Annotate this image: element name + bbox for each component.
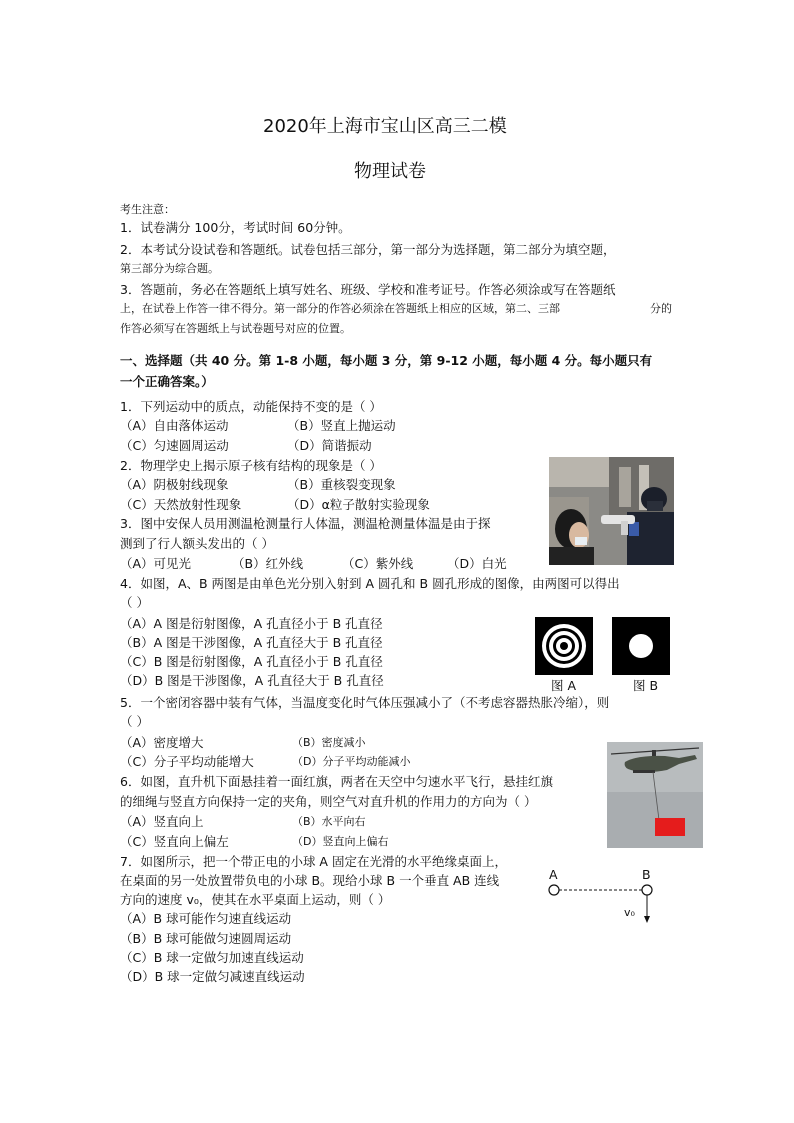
section-heading: 一、选择题（共 40 分。第 1-8 小题，每小题 3 分，第 9-12 小题，每小题 4 分。每小题只有 — [120, 353, 653, 368]
q2-stem: 2．物理学史上揭示原子核有结构的现象是（ ） — [120, 458, 382, 473]
temperature-check-photo — [549, 457, 674, 565]
figure-b-caption: 图 B — [633, 678, 659, 693]
q2-option-a: （A）阴极射线现象 — [120, 477, 229, 492]
q2-option-b: （B）重核裂变现象 — [287, 477, 396, 492]
ball-a — [549, 885, 559, 895]
page-subtitle: 物理试卷 — [354, 161, 426, 182]
q7-option-a: （A）B 球可能作匀速直线运动 — [120, 911, 292, 926]
notice-item-3c: 作答必须写在答题纸上与试卷题号对应的位置。 — [120, 322, 351, 335]
page-title: 2020年上海市宝山区高三二模 — [263, 116, 507, 137]
ball-b-label: B — [642, 867, 651, 882]
q3-option-c: （C）紫外线 — [342, 556, 414, 571]
q7-option-d: （D）B 球一定做匀减速直线运动 — [120, 969, 305, 984]
q5-stem-b: （ ） — [120, 714, 149, 729]
q6-option-c: （C）竖直向上偏左 — [120, 834, 229, 849]
velocity-arrowhead — [644, 916, 650, 923]
q4-option-a: （A）A 图是衍射图像，A 孔直径小于 B 孔直径 — [120, 616, 383, 631]
q5-option-b: （B）密度减小 — [292, 736, 366, 749]
figure-a-caption: 图 A — [551, 678, 577, 693]
notice-item-1: 1．试卷满分 100分，考试时间 60分钟。 — [120, 220, 351, 235]
q6-option-d: （D）竖直向上偏右 — [292, 835, 389, 848]
q4-option-b: （B）A 图是干涉图像，A 孔直径大于 B 孔直径 — [120, 635, 383, 650]
helicopter-flag-photo — [607, 742, 703, 848]
diffraction-figure-b — [612, 617, 670, 675]
q7-option-c: （C）B 球一定做匀加速直线运动 — [120, 950, 304, 965]
q1-stem: 1．下列运动中的质点，动能保持不变的是（ ） — [120, 399, 382, 414]
velocity-label: v₀ — [624, 906, 635, 919]
q3-stem-a: 3．图中安保人员用测温枪测量行人体温，测温枪测量体温是由于探 — [120, 516, 491, 531]
q1-option-c: （C）匀速圆周运动 — [120, 438, 229, 453]
notice-item-2b: 第三部分为综合题。 — [120, 262, 219, 275]
q6-option-b: （B）水平向右 — [292, 815, 366, 828]
notice-item-3a: 3．答题前，务必在答题纸上填写姓名、班级、学校和准考证号。作答必须涂或写在答题纸 — [120, 282, 616, 297]
q5-option-c: （C）分子平均动能增大 — [120, 754, 254, 769]
q6-option-a: （A）竖直向上 — [120, 814, 204, 829]
q1-option-a: （A）自由落体运动 — [120, 418, 229, 433]
diffraction-figure-a — [535, 617, 593, 675]
q7-stem-a: 7．如图所示，把一个带正电的小球 A 固定在光滑的水平绝缘桌面上， — [120, 854, 507, 869]
q3-option-b: （B）红外线 — [232, 556, 304, 571]
q1-option-d: （D）简谐振动 — [287, 438, 372, 453]
q1-option-b: （B）竖直上抛运动 — [287, 418, 396, 433]
q5-option-d: （D）分子平均动能减小 — [292, 755, 411, 768]
q2-option-c: （C）天然放射性现象 — [120, 497, 242, 512]
section-heading-cont: 一个正确答案。） — [120, 374, 214, 389]
q3-stem-b: 测到了行人额头发出的（ ） — [120, 536, 274, 551]
q3-option-d: （D）白光 — [447, 556, 507, 571]
q7-stem-b: 在桌面的另一处放置带负电的小球 B。现给小球 B 一个垂直 AB 连线 — [120, 873, 500, 888]
q5-option-a: （A）密度增大 — [120, 735, 204, 750]
q6-stem-b: 的细绳与竖直方向保持一定的夹角，则空气对直升机的作用力的方向为（ ） — [120, 794, 537, 809]
q3-option-a: （A）可见光 — [120, 556, 192, 571]
q7-stem-c: 方向的速度 v₀，使其在水平桌面上运动，则（ ） — [120, 892, 391, 907]
q4-option-d: （D）B 图是干涉图像，A 孔直径大于 B 孔直径 — [120, 673, 384, 688]
q4-stem-a: 4．如图，A、B 两图是由单色光分别入射到 A 圆孔和 B 圆孔形成的图像，由两图可以得出 — [120, 576, 620, 591]
q7-option-b: （B）B 球可能做匀速圆周运动 — [120, 931, 292, 946]
q4-stem-b: （ ） — [120, 595, 149, 610]
notice-item-3b: 上，在试卷上作答一律不得分。第一部分的作答必须涂在答题纸上相应的区域，第二、三部 — [120, 302, 560, 315]
q2-option-d: （D）α粒子散射实验现象 — [287, 497, 430, 512]
q4-option-c: （C）B 图是衍射图像，A 孔直径小于 B 孔直径 — [120, 654, 383, 669]
q6-stem-a: 6．如图，直升机下面悬挂着一面红旗，两者在天空中匀速水平飞行，悬挂红旗 — [120, 774, 553, 789]
notice-item-2a: 2．本考试分设试卷和答题纸。试卷包括三部分，第一部分为选择题，第二部分为填空题， — [120, 242, 616, 257]
ball-b — [642, 885, 652, 895]
notice-item-3b-tail: 分的 — [650, 302, 672, 315]
q5-stem-a: 5．一个密闭容器中装有气体，当温度变化时气体压强减小了（不考虑容器热胀冷缩），则 — [120, 695, 610, 710]
notice-heading: 考生注意： — [120, 203, 175, 216]
charged-balls-diagram — [545, 880, 665, 924]
ball-a-label: A — [549, 867, 558, 882]
